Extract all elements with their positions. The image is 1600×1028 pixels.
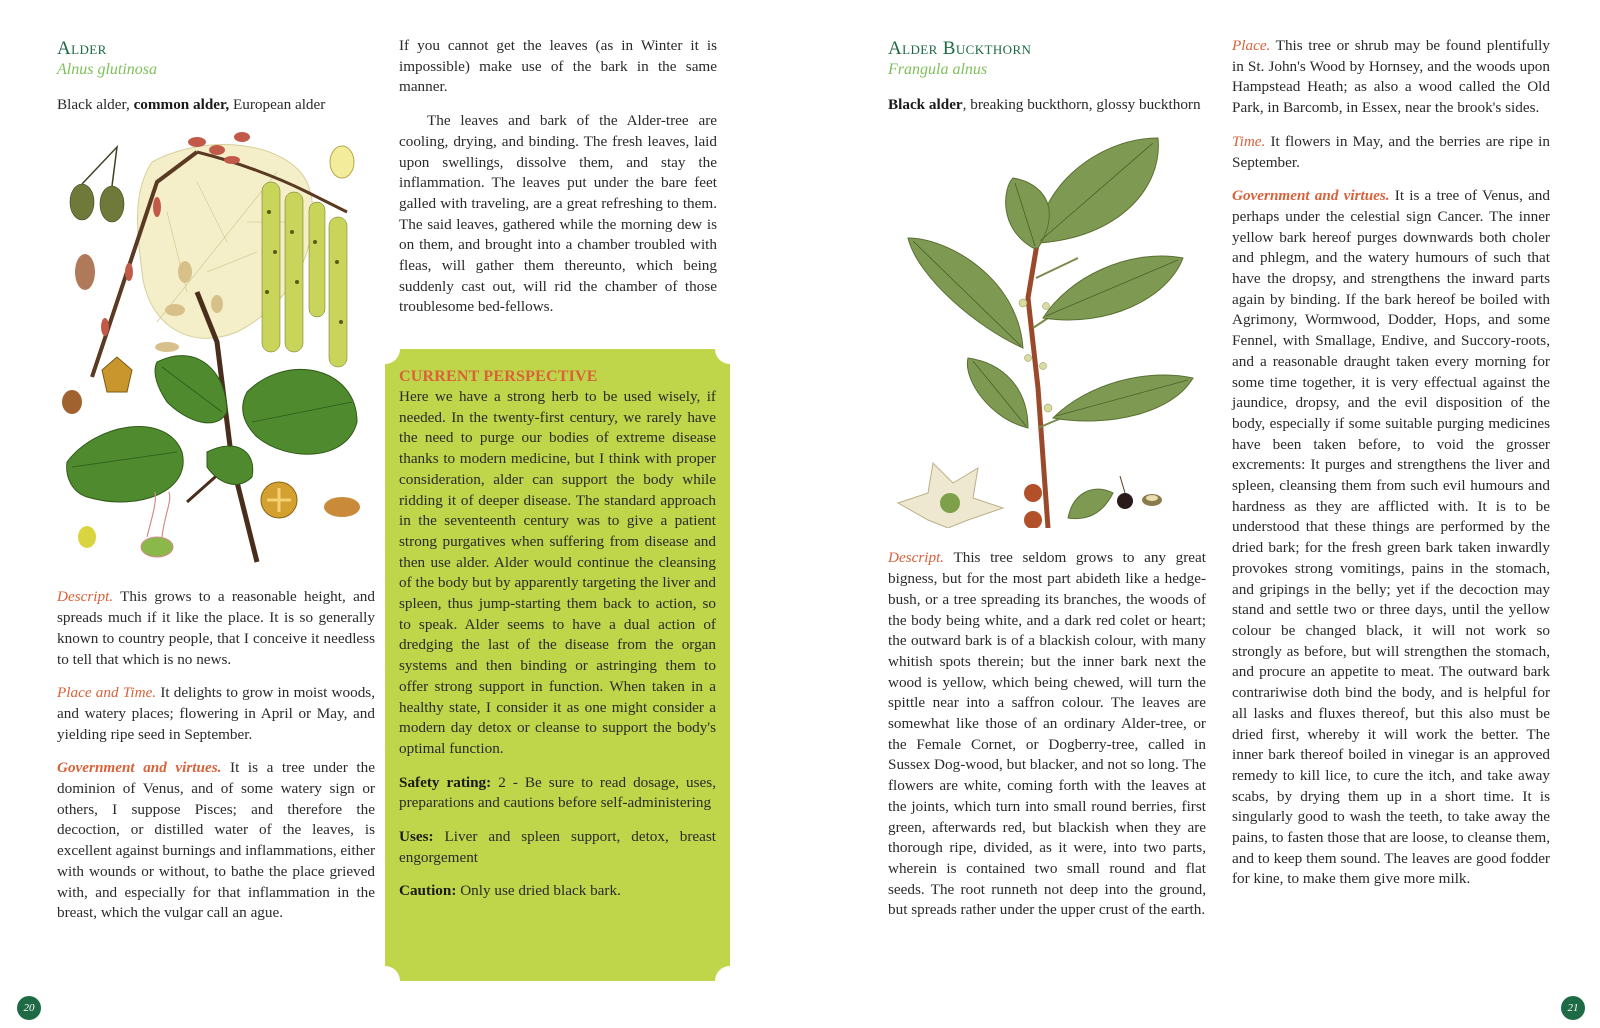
right-column-1 [888,38,1206,934]
caution: Caution: Only use dried black bark. [399,882,621,900]
government-paragraph: Government and virtues. It is a tree under the dominion of Venus, and of some watery sign or others, I suppose Pisces; and therefore the decoction, or distilled water of the leaves, is excellent against burnings and inflammations, either with wounds or without, to bathe the place grieved with, and especially for that inflammation in the breast, which the vulgar call an ague. [57,759,376,922]
government-paragraph: Government and virtues. It is a tree of Venus, and perhaps under the celestial sign Cancer. The inner yellow bark hereof purges downwards both choler and phlegm, and the watery humours of such that have the dropsy, and strengthens the inward parts again by binding. If the bark hereof be boiled with Agrimony, Wormwood, Dodder, Hops, and some Fennel, with Smallage, Endive, and Succory-roots, and a reasonable draught taken every morning for some time together, it is very effectual against the jaundice, dropsy, and the evil disposition of the body, especially if some suitable purging medicines have been taken before, to void the grosser excrements: It purges and strengthens the liver and spleen, cleansing them from such evil humours and hardness as they are afflicted with. It is to be understood that these things are performed by the dried bark; for the fresh green bark taken inwardly provokes strong vomitings, pains in the stomach, and gripings in the belly; yet if the decoction may stand and settle two or three days, until the yellow colour be changed black, it will not work so strongly as before, but will strengthen the stomach, and procure an appetite to meat. The outward bark contrariwise doth bind the body, and is helpful for all lasks and fluxes thereof, but this also must be dried first, whereby it will work the better. The inner bark thereof boiled in vinegar is an approved remedy to kill lice, to cure the itch, and take away scabs, by drying them up in a short time. It is singularly good to wash the teeth, to take away the pains, to fasten those that are loose, to cleanse them, and to keep them sound. The leaves are good fodder for kine, to make them give more milk. [1232,187,1550,888]
common-names: Black alder, breaking buckthorn, glossy buckthorn [888,96,1201,113]
entry-title: Alder [57,38,107,59]
page-number-left: 20 [17,996,41,1020]
perspective-heading: CURRENT PERSPECTIVE [399,368,598,385]
page-number-right: 21 [1561,996,1585,1020]
left-column-2 [399,36,717,331]
perspective-body: Here we have a strong herb to be used wisely, if needed. In the twenty-first century, we rarely have the need to purge our bodies of extreme disease thanks to modern medicine, but I think with proper consideration, alder can support the body while ridding it of deeper disease. The standard approach in the seventeenth century was to give a patient strong purgatives when suffering from disease and then use alder. Alder would continue the cleansing of the body but by apparently targeting the liver and spleen, thus jump-starting them back to action, so to speak. Alder seems to have a dual action of dredging the last of the disease from the organ systems and then binding or astringing them to offer strong support in function. When taken in a healthy state, I consider it as one might consider a modern day detox or cleanse to support the body's optimal function. [399,388,716,757]
common-names: Black alder, common alder, European alder [57,96,326,113]
place-time-paragraph: Place and Time. It delights to grow in moist woods, and watery places; flowering in April or May, and yielding ripe seed in September. [57,684,376,743]
continued-paragraph-1: If you cannot get the leaves (as in Winter it is impossible) make use of the bark in the same manner. [399,37,717,96]
descript-paragraph: Descript. This grows to a reasonable height, and spreads much if it like the place. It is so generally known to country people, that I conceive it needless to tell that which is no news. [57,588,375,668]
left-column-1 [57,38,375,937]
latin-name: Alnus glutinosa [57,61,158,78]
latin-name: Frangula alnus [888,61,988,78]
alder-plant-icon [57,122,367,567]
safety-rating: Safety rating: 2 - Be sure to read dosage, uses, preparations and cautions before self-administering [399,773,716,812]
place-paragraph: Place. This tree or shrub may be found plentifully in St. John's Wood by Hornsey, and the woods upon Hampstead Heath; as also a wood called the Old Park, in Barcomb, in Essex, near the brook's sides. [1232,37,1550,117]
current-perspective-box [385,349,730,981]
alder-illustration [57,122,375,574]
entry-title: Alder Buckthorn [888,38,1032,59]
buckthorn-illustration [888,128,1206,535]
right-column-2 [1232,36,1550,903]
buckthorn-plant-icon [888,128,1198,528]
continued-paragraph-2: The leaves and bark of the Alder-tree are cooling, drying, and binding. The fresh leaves, laid upon swellings, dissolve them, and stay the inflammation. The leaves put under the bare feet galled with traveling, are a great refreshing to them. The said leaves, gathered while the morning dew is on them, and brought into a chamber troubled with fleas, will gather them thereunto, which being suddenly cast out, will rid the chamber of those troublesome bed-fellows. [399,112,717,316]
uses: Uses: Liver and spleen support, detox, breast engorgement [399,828,716,866]
time-paragraph: Time. It flowers in May, and the berries are ripe in September. [1232,132,1550,171]
descript-paragraph: Descript. This tree seldom grows to any great bigness, but for the most part abideth like a hedge-bush, or a tree spreading its branches, the woods of the body being white, and a dark red colet or heart; the outward bark is of a blackish colour, with many whitish spots therein; but the inner bark next the wood is yellow, which being chewed, will turn the spittle near into a saffron colour. The leaves are somewhat like those of an ordinary Alder-tree, or the Female Cornet, or Dogberry-tree, called in Sussex Dog-wood, but blacker, and not so long. The flowers are white, coming forth with the leaves at the joints, which turn into small round berries, first green, afterwards red, but blackish when they are thorough ripe, divided, as it were, into two parts, wherein is contained two small round and flat seeds. The root runneth not deep into the ground, but spreads rather under the upper crust of the earth. [888,549,1206,919]
